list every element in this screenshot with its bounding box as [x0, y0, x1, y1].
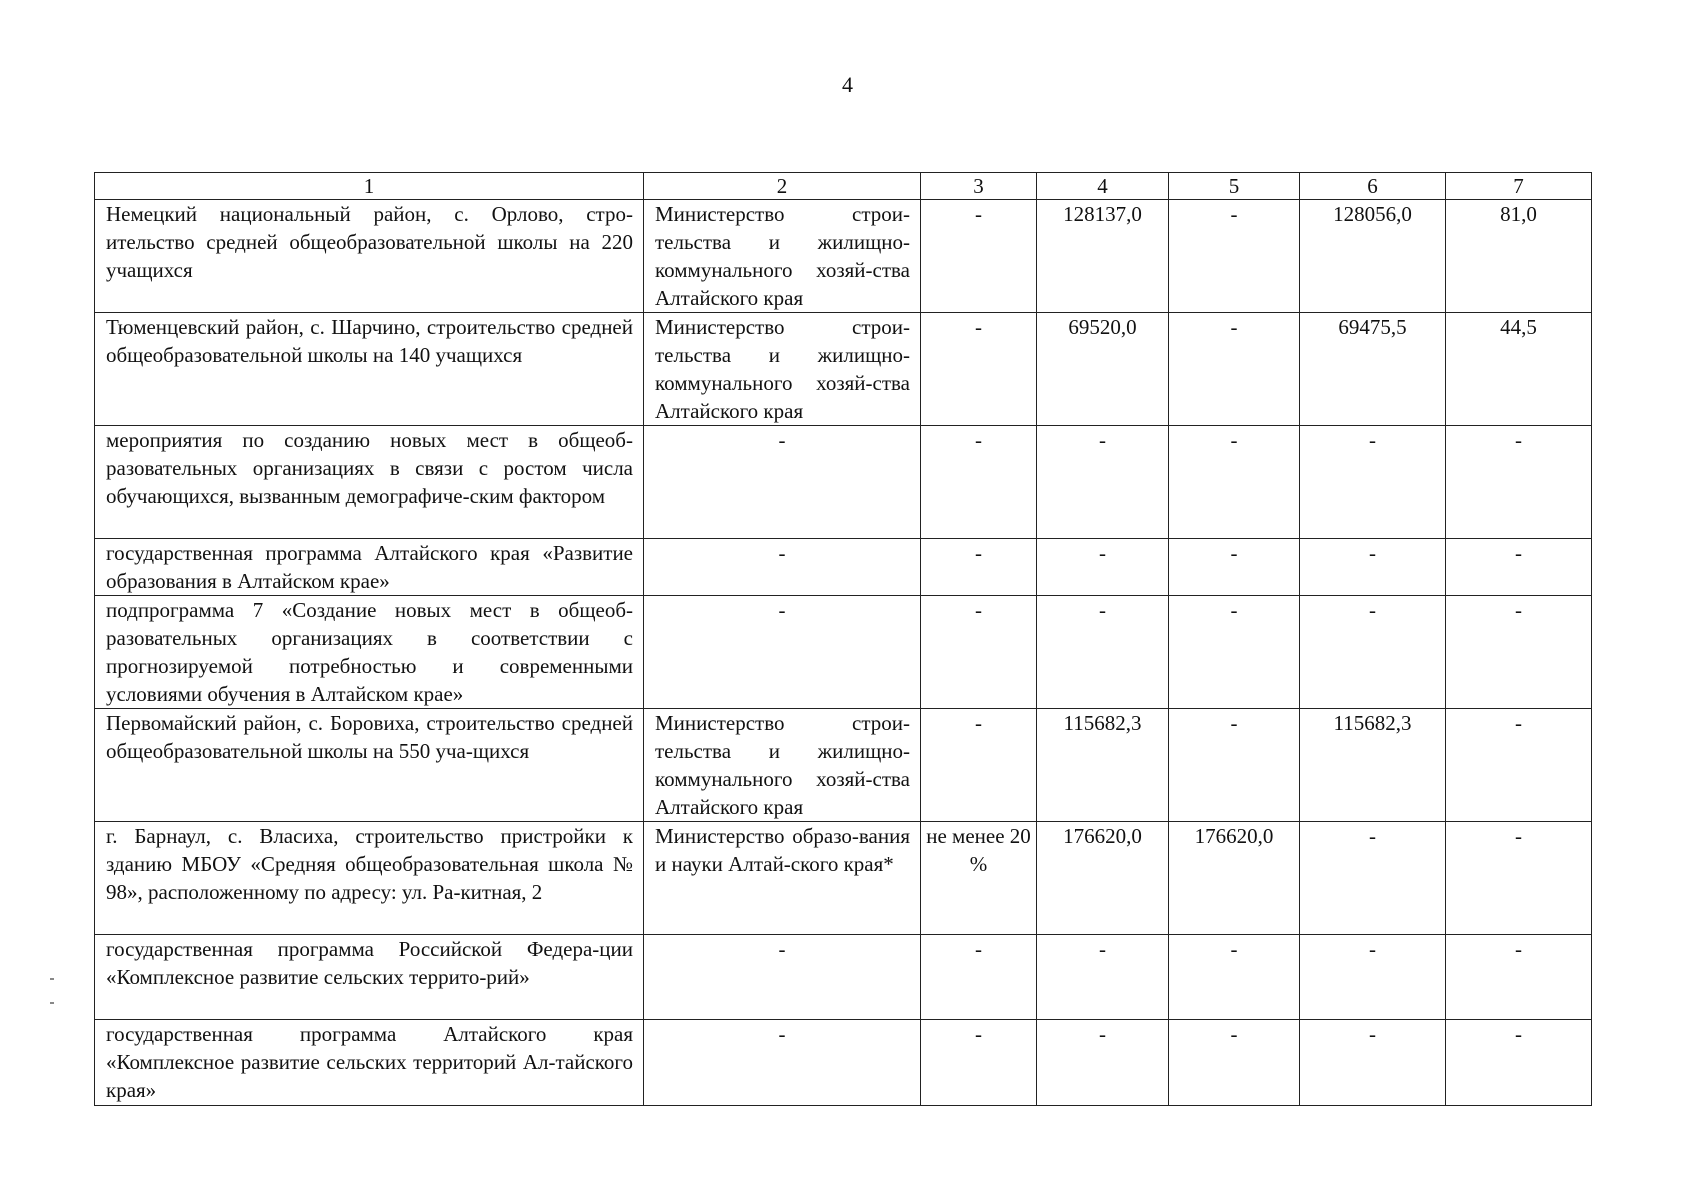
- scan-speck: [50, 978, 54, 980]
- row-executor: -: [644, 426, 921, 539]
- row-col-3: не менее 20 %: [921, 822, 1037, 935]
- row-executor: -: [644, 596, 921, 709]
- row-col-5: -: [1169, 935, 1300, 1020]
- header-col-6: 6: [1300, 173, 1446, 200]
- table-row: [95, 200, 1592, 313]
- row-col-7: -: [1446, 426, 1592, 539]
- row-col-3: -: [921, 539, 1037, 596]
- table-row: [95, 596, 1592, 709]
- row-executor: Министерство строи-тельства и жилищно-коммунального хозяй-ства Алтайского края: [644, 200, 921, 313]
- row-col-4: -: [1037, 426, 1169, 539]
- row-executor: Министерство строи-тельства и жилищно-коммунального хозяй-ства Алтайского края: [644, 709, 921, 822]
- table-row: [95, 822, 1592, 935]
- row-col-3: -: [921, 313, 1037, 426]
- header-col-1: 1: [95, 173, 644, 200]
- row-col-6: -: [1300, 596, 1446, 709]
- row-col-4: 128137,0: [1037, 200, 1169, 313]
- row-col-7: -: [1446, 539, 1592, 596]
- row-col-6: 115682,3: [1300, 709, 1446, 822]
- row-executor: Министерство строи-тельства и жилищно-коммунального хозяй-ства Алтайского края: [644, 313, 921, 426]
- row-col-7: 81,0: [1446, 200, 1592, 313]
- header-row: [95, 173, 1592, 200]
- row-col-5: -: [1169, 709, 1300, 822]
- row-col-7: -: [1446, 1020, 1592, 1106]
- row-executor: -: [644, 539, 921, 596]
- table-row: [95, 935, 1592, 1020]
- header-col-3: 3: [921, 173, 1037, 200]
- page-number: 4: [842, 72, 853, 97]
- row-col-6: -: [1300, 539, 1446, 596]
- row-col-7: -: [1446, 709, 1592, 822]
- program-table: [94, 172, 1592, 1106]
- row-col-3: -: [921, 935, 1037, 1020]
- row-col-4: 69520,0: [1037, 313, 1169, 426]
- header-col-2: 2: [644, 173, 921, 200]
- table-row: [95, 1020, 1592, 1106]
- row-name: государственная программа Алтайского края «Комплексное развитие сельских территорий Ал-тайского края»: [95, 1020, 644, 1106]
- table-row: [95, 539, 1592, 596]
- table-row: [95, 426, 1592, 539]
- row-executor: -: [644, 935, 921, 1020]
- row-col-4: -: [1037, 596, 1169, 709]
- row-name: подпрограмма 7 «Создание новых мест в общеоб-разовательных организациях в соответствии с прогнозируемой потребностью и современными условиями обучения в Алтайском крае»: [95, 596, 644, 709]
- row-executor: Министерство образо-вания и науки Алтай-ского края*: [644, 822, 921, 935]
- row-col-3: -: [921, 709, 1037, 822]
- row-col-7: -: [1446, 822, 1592, 935]
- row-col-5: -: [1169, 1020, 1300, 1106]
- row-col-4: 115682,3: [1037, 709, 1169, 822]
- row-col-5: -: [1169, 596, 1300, 709]
- row-col-5: 176620,0: [1169, 822, 1300, 935]
- row-name: государственная программа Алтайского края «Развитие образования в Алтайском крае»: [95, 539, 644, 596]
- row-col-5: -: [1169, 200, 1300, 313]
- row-col-4: -: [1037, 539, 1169, 596]
- table-row: [95, 313, 1592, 426]
- table-row: [95, 709, 1592, 822]
- scan-speck: [50, 1002, 54, 1004]
- row-executor: -: [644, 1020, 921, 1106]
- row-col-5: -: [1169, 539, 1300, 596]
- row-col-7: 44,5: [1446, 313, 1592, 426]
- header-col-7: 7: [1446, 173, 1592, 200]
- row-col-7: -: [1446, 596, 1592, 709]
- row-col-3: -: [921, 596, 1037, 709]
- row-col-5: -: [1169, 313, 1300, 426]
- row-col-4: -: [1037, 1020, 1169, 1106]
- row-col-7: -: [1446, 935, 1592, 1020]
- row-col-6: -: [1300, 426, 1446, 539]
- row-col-6: 69475,5: [1300, 313, 1446, 426]
- row-col-6: -: [1300, 822, 1446, 935]
- row-col-3: -: [921, 1020, 1037, 1106]
- row-col-4: -: [1037, 935, 1169, 1020]
- row-col-3: -: [921, 200, 1037, 313]
- row-col-6: -: [1300, 935, 1446, 1020]
- row-name: Тюменцевский район, с. Шарчино, строительство средней общеобразовательной школы на 140 учащихся: [95, 313, 644, 426]
- header-col-5: 5: [1169, 173, 1300, 200]
- header-col-4: 4: [1037, 173, 1169, 200]
- row-name: государственная программа Российской Федера-ции «Комплексное развитие сельских террито-рий»: [95, 935, 644, 1020]
- row-col-6: -: [1300, 1020, 1446, 1106]
- row-name: мероприятия по созданию новых мест в общеоб-разовательных организациях в связи с ростом числа обучающихся, вызванным демографиче-ским фактором: [95, 426, 644, 539]
- row-name: Первомайский район, с. Боровиха, строительство средней общеобразовательной школы на 550 уча-щихся: [95, 709, 644, 822]
- row-col-6: 128056,0: [1300, 200, 1446, 313]
- row-col-4: 176620,0: [1037, 822, 1169, 935]
- row-col-3: -: [921, 426, 1037, 539]
- row-col-5: -: [1169, 426, 1300, 539]
- row-name: Немецкий национальный район, с. Орлово, стро-ительство средней общеобразовательной школы на 220 учащихся: [95, 200, 644, 313]
- row-name: г. Барнаул, с. Власиха, строительство пристройки к зданию МБОУ «Средняя общеобразовательная школа № 98», расположенному по адресу: ул. Ра-китная, 2: [95, 822, 644, 935]
